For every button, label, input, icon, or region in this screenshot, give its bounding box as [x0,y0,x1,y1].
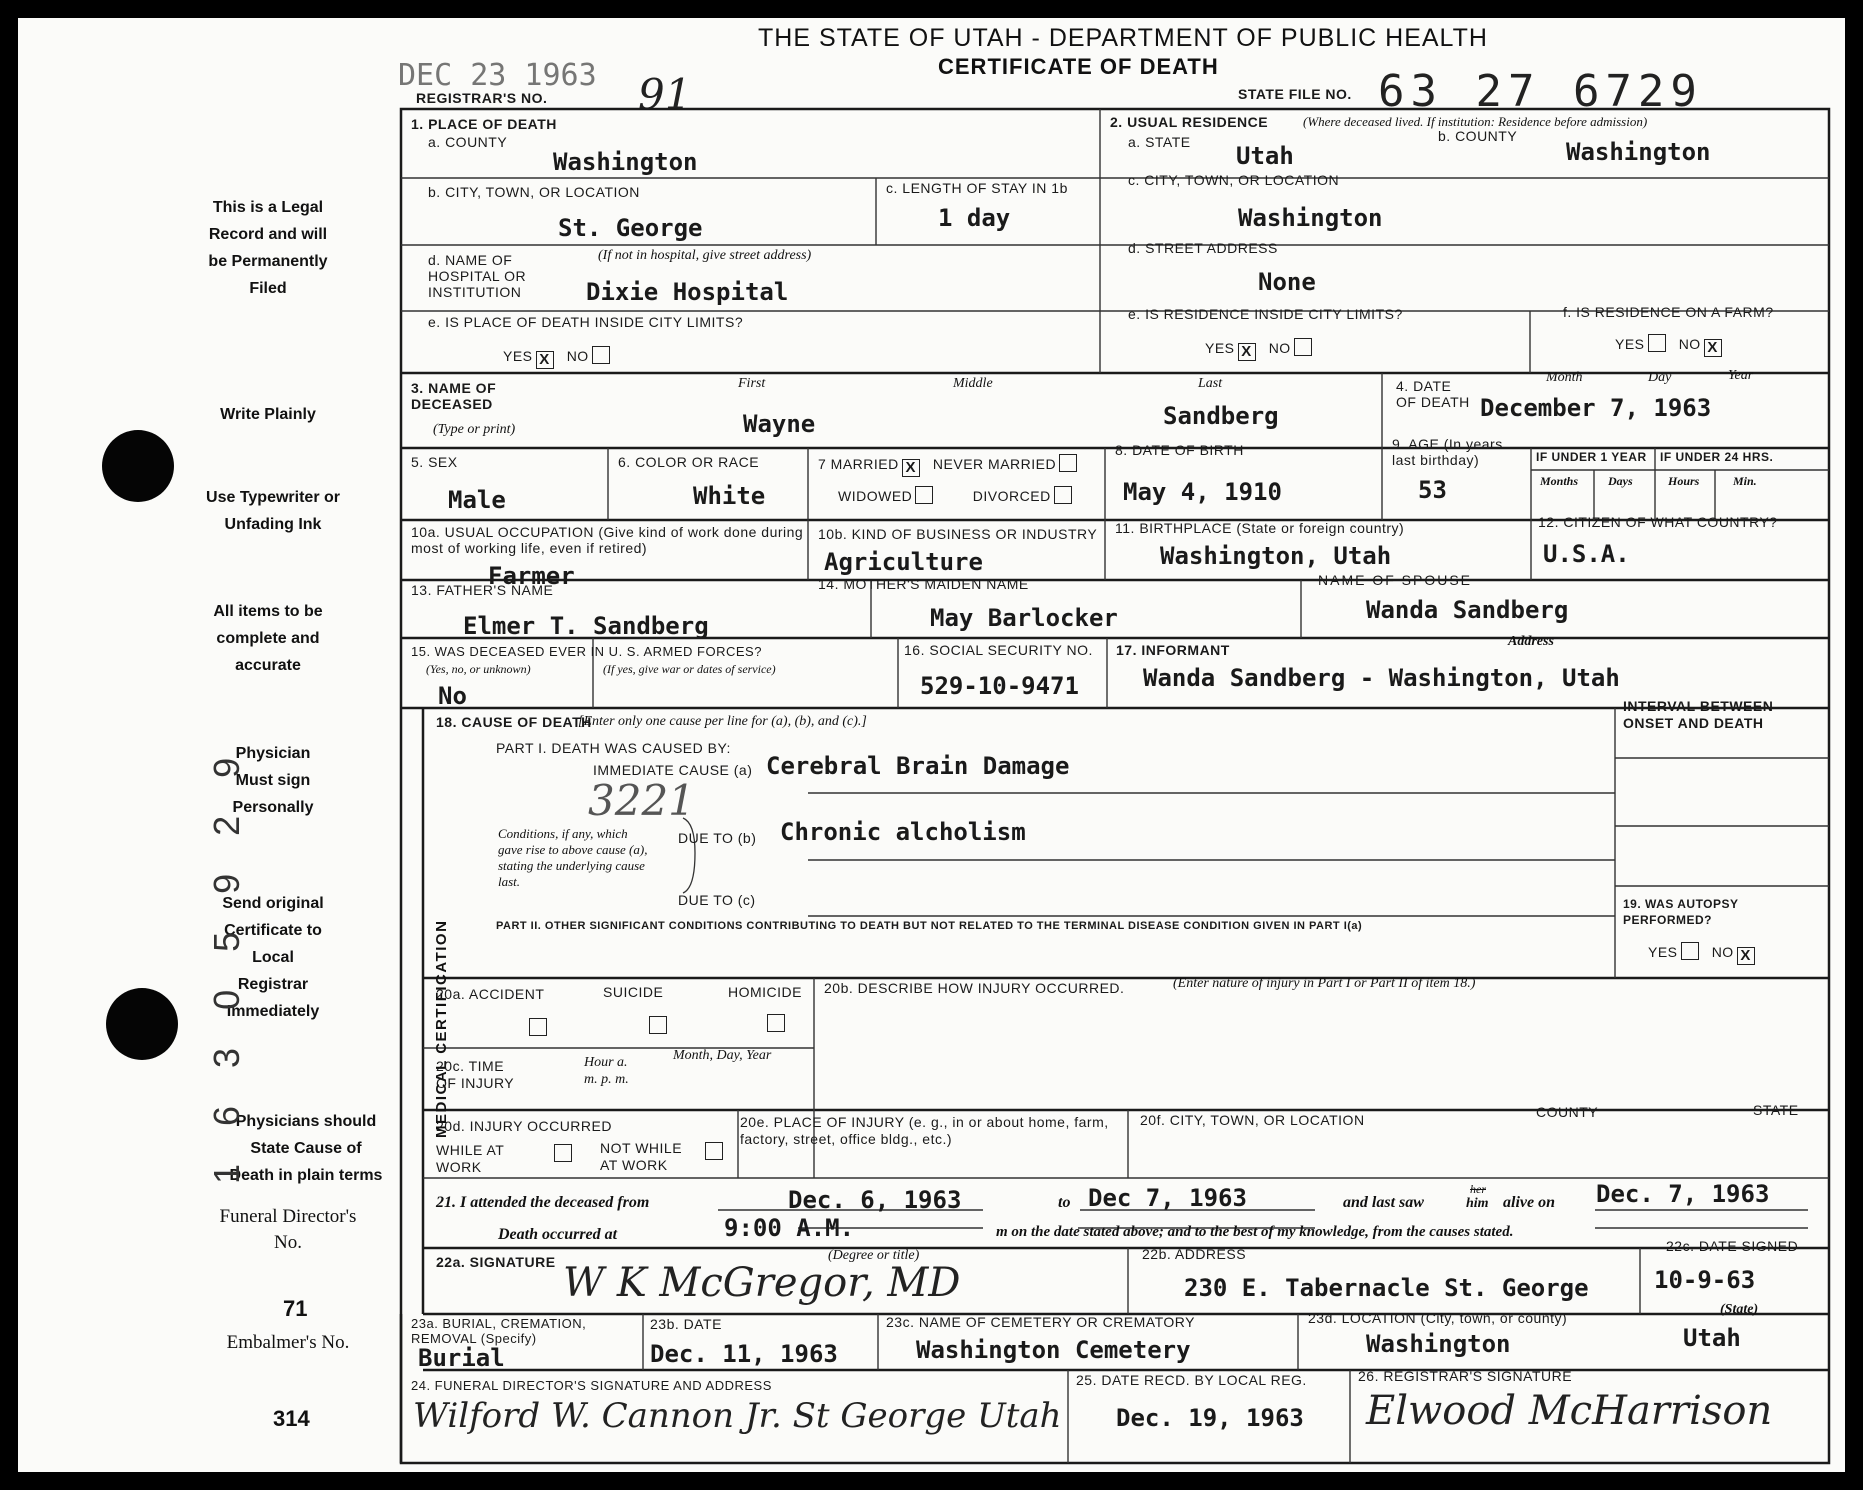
complete-note: All items to be complete and accurate [213,603,323,674]
homicide-label: HOMICIDE [728,984,802,1000]
res-county-value: Washington [1566,138,1711,166]
send-original-note: Send original Certificate to Local Registrar Immediately [222,895,324,1020]
day-label: Day [1648,370,1672,385]
mother-value: May Barlocker [930,604,1118,632]
ssn-value: 529-10-9471 [920,672,1079,700]
middle-label: Middle [953,376,993,391]
cause-a-value: Cerebral Brain Damage [766,752,1070,780]
county-value: Washington [553,148,698,176]
injury-county-label: COUNTY [1536,1104,1599,1120]
race-value: White [693,482,766,510]
him-label: him [1466,1196,1489,1211]
stay-label: c. LENGTH OF STAY IN 1b [886,180,1068,196]
accident-label: 20a. ACCIDENT [436,986,545,1002]
business-label: 10b. KIND OF BUSINESS OR INDUSTRY [818,526,1098,542]
hours-label: Hours [1668,474,1700,488]
homicide-checkbox[interactable] [767,1014,785,1032]
yes-checkbox[interactable]: X [1238,343,1256,361]
date-death-label: 4. DATE OF DEATH [1396,378,1470,410]
not-work-label: NOT WHILE AT WORK [600,1140,683,1173]
form-grid [18,18,1845,1472]
sex-label: 5. SEX [411,454,458,470]
write-plainly-note: Write Plainly [220,406,316,423]
no-checkbox[interactable]: X [1737,947,1755,965]
yes-checkbox[interactable]: X [536,351,554,369]
armed-forces-value: No [438,682,467,710]
due-to-b-label: DUE TO (b) [678,830,757,846]
armed-note-2: (If yes, give war or dates of service) [603,662,776,676]
date-death-value: December 7, 1963 [1480,394,1712,422]
yes-checkbox[interactable] [1648,334,1666,352]
death-certificate [18,18,1845,1472]
certificate-title: CERTIFICATE OF DEATH [938,54,1219,79]
dob-label: 8. DATE OF BIRTH [1115,442,1244,458]
no-checkbox[interactable] [592,346,610,364]
res-street-value: None [1258,268,1316,296]
place-injury-label: 20e. PLACE OF INJURY (e. g., in or about home, farm, factory, street, office bldg., etc.) [740,1114,1109,1147]
not-work-checkbox[interactable] [705,1142,723,1160]
to-label: to [1058,1194,1071,1211]
date-received-value: Dec. 19, 1963 [1116,1404,1304,1432]
date-signed-value: 10-9-63 [1654,1266,1756,1294]
hour-label: Hour a. m. p. m. [584,1055,629,1087]
divorced-checkbox[interactable] [1054,486,1072,504]
location-label: 23d. LOCATION (City, town, or county) [1308,1310,1568,1326]
burial-date-value: Dec. 11, 1963 [650,1340,838,1368]
attended-from-value: Dec. 6, 1963 [788,1186,962,1214]
funeral-director-label: Funeral Director's No. [219,1206,357,1253]
degree-label: (Degree or title) [828,1248,920,1263]
funeral-signature-label: 24. FUNERAL DIRECTOR'S SIGNATURE AND ADDRESS [411,1378,772,1393]
min-label: Min. [1733,474,1757,488]
occurred-tail: m on the date stated above; and to the best of my knowledge, from the causes stated. [996,1224,1514,1240]
inside-limits-checks: YES X NO [503,346,610,369]
part2-label: PART II. OTHER SIGNIFICANT CONDITIONS CONTRIBUTING TO DEATH BUT NOT RELATED TO THE TERMINAL DISEASE CONDITION GIVEN IN PART I(a) [496,920,1363,932]
suicide-label: SUICIDE [603,984,664,1000]
month-label: Month [1546,370,1583,385]
location-city-value: Washington [1366,1330,1511,1358]
medical-certification-label: MEDICAL CERTIFICATION [433,919,450,1138]
yes-checkbox[interactable] [1681,942,1699,960]
typewriter-note: Use Typewriter or Unfading Ink [206,489,340,533]
location-state-value: Utah [1683,1324,1741,1352]
funeral-director-number: 71 [283,1296,308,1321]
res-state-label: a. STATE [1128,134,1191,150]
legal-note: This is a Legal Record and will be Permanently Filed [208,199,328,297]
burial-value: Burial [418,1344,505,1372]
days-label: Days [1608,474,1633,488]
cause-terms-note: Physicians should State Cause of Death in plain terms [229,1113,383,1184]
injury-state-label: STATE [1753,1102,1799,1118]
citizen-label: 12. CITIZEN OF WHAT COUNTRY? [1538,514,1778,530]
last-label: Last [1198,376,1223,391]
hospital-note: (If not in hospital, give street address) [598,248,812,263]
informant-value: Wanda Sandberg - Washington, Utah [1143,664,1620,692]
mother-label: 14. MOTHER'S MAIDEN NAME [818,576,1029,592]
residence-note: (Where deceased lived. If institution: Residence before admission) [1303,114,1648,129]
father-label: 13. FATHER'S NAME [411,582,554,598]
dob-value: May 4, 1910 [1123,478,1282,506]
hospital-value: Dixie Hospital [586,278,789,306]
stamped-number: 1 6 3 0 5 9 2 9 [206,743,247,1184]
cause-b-value: Chronic alcholism [780,818,1026,846]
res-city-label: c. CITY, TOWN, OR LOCATION [1128,172,1340,188]
registrar-signature: Elwood McHarrison [1366,1388,1773,1434]
interval-label: INTERVAL BETWEEN ONSET AND DEATH [1623,698,1774,731]
last-saw-label: and last saw [1343,1194,1424,1211]
state-file-label: STATE FILE NO. [1238,86,1352,102]
res-county-label: b. COUNTY [1438,128,1518,144]
cemetery-label: 23c. NAME OF CEMETERY OR CREMATORY [886,1314,1195,1330]
father-value: Elmer T. Sandberg [463,612,709,640]
hospital-label: d. NAME OF HOSPITAL OR INSTITUTION [428,252,527,300]
conditions-label: Conditions, if any, which gave rise to above cause (a), stating the underlying cause last. [498,826,648,889]
spouse-value: Wanda Sandberg [1366,596,1569,624]
physician-sign-note: Physician Must sign Personally [232,745,314,816]
funeral-signature: Wilford W. Cannon Jr. St George Utah [413,1396,1062,1436]
under-1-label: IF UNDER 1 YEAR [1536,450,1647,464]
due-to-c-label: DUE TO (c) [678,892,756,908]
registrar-number: 91 [638,70,692,119]
immediate-cause-label: IMMEDIATE CAUSE (a) [593,762,753,778]
res-inside-checks: YES X NO [1205,338,1312,361]
months-label: Months [1540,474,1579,488]
injury-desc-label: 20b. DESCRIBE HOW INJURY OCCURRED. [824,980,1125,996]
res-farm-label: f. IS RESIDENCE ON A FARM? [1563,304,1774,320]
suicide-checkbox[interactable] [649,1016,667,1034]
agency-title: THE STATE OF UTAH - DEPARTMENT OF PUBLIC HEALTH [758,24,1488,52]
while-work-checkbox[interactable] [554,1144,572,1162]
state-file-number: 63 27 6729 [1378,66,1703,117]
autopsy-checks: YES NO X [1648,942,1755,965]
embalmer-label: Embalmer's No. [226,1332,350,1353]
embalmer-number: 314 [273,1406,310,1431]
occurred-time-value: 9:00 A.M. [724,1214,855,1242]
marital-checks-2: WIDOWED DIVORCED [838,486,1072,504]
accident-checkbox[interactable] [529,1018,547,1036]
res-state-value: Utah [1236,142,1294,170]
no-checkbox[interactable] [1294,338,1312,356]
county-label: a. COUNTY [428,134,508,150]
birthplace-value: Washington, Utah [1160,542,1392,570]
injury-desc-note: (Enter nature of injury in Part I or Part II of item 18.) [1173,976,1476,991]
cause-note: [Enter only one cause per line for (a), (b), and (c).] [578,714,867,729]
city-value: St. George [558,214,703,242]
citizen-value: U.S.A. [1543,540,1630,568]
first-label: First [738,376,766,391]
married-checkbox[interactable]: X [902,459,920,477]
address-label: Address [1508,634,1554,649]
her-label: her [1470,1182,1486,1196]
date-stamp: DEC 23 1963 [398,58,597,93]
burial-label: 23a. BURIAL, CREMATION, REMOVAL (Specify) [411,1316,587,1346]
stay-value: 1 day [938,204,1011,232]
ssn-label: 16. SOCIAL SECURITY NO. [904,642,1093,658]
under-24-label: IF UNDER 24 HRS. [1660,450,1774,464]
name-note: (Type or print) [433,422,516,437]
sex-value: Male [448,486,506,514]
occupation-label: 10a. USUAL OCCUPATION (Give kind of work done during most of working life, even if retired) [411,524,804,556]
cause-label: 18. CAUSE OF DEATH [436,714,592,730]
widowed-checkbox[interactable] [915,486,933,504]
cemetery-value: Washington Cemetery [916,1336,1191,1364]
no-checkbox[interactable]: X [1704,339,1722,357]
attended-to-value: Dec 7, 1963 [1088,1184,1247,1212]
alive-on-label: alive on [1503,1194,1555,1211]
mdy-label: Month, Day, Year [673,1048,772,1063]
place-of-death-label: 1. PLACE OF DEATH [411,116,557,132]
occurred-label: Death occurred at [498,1226,618,1243]
name-label: 3. NAME OF DECEASED [411,380,497,412]
physician-address-label: 22b. ADDRESS [1142,1246,1247,1262]
never-married-checkbox[interactable] [1059,454,1077,472]
time-injury-label: 20c. TIME OF INJURY [436,1058,515,1091]
age-label: 9. AGE (In years last birthday) [1392,436,1503,468]
physician-signature: W K McGregor, MD [563,1260,961,1306]
race-label: 6. COLOR OR RACE [618,454,760,470]
date-received-label: 25. DATE RECD. BY LOCAL REG. [1076,1372,1307,1388]
res-inside-label: e. IS RESIDENCE INSIDE CITY LIMITS? [1128,306,1403,322]
inside-limits-label: e. IS PLACE OF DEATH INSIDE CITY LIMITS? [428,314,744,330]
res-farm-checks: YES NO X [1615,334,1722,357]
business-value: Agriculture [824,548,983,576]
last-saw-value: Dec. 7, 1963 [1596,1180,1770,1208]
signature-label: 22a. SIGNATURE [436,1254,556,1270]
physician-address-value: 230 E. Tabernacle St. George [1184,1274,1589,1302]
city-label: b. CITY, TOWN, OR LOCATION [428,184,640,200]
year-label: Year [1728,368,1754,383]
birthplace-label: 11. BIRTHPLACE (State or foreign country) [1115,520,1405,536]
registrar-label: REGISTRAR'S NO. [416,90,548,106]
burial-date-label: 23b. DATE [650,1316,722,1332]
attended-label: 21. I attended the deceased from [436,1194,650,1211]
armed-forces-label: 15. WAS DECEASED EVER IN U. S. ARMED FORCES? [411,644,762,659]
injury-city-label: 20f. CITY, TOWN, OR LOCATION [1140,1112,1365,1128]
last-name-value: Sandberg [1163,402,1279,430]
injury-occurred-label: 20d. INJURY OCCURRED [436,1118,612,1134]
first-name-value: Wayne [743,410,816,438]
registrar-signature-label: 26. REGISTRAR'S SIGNATURE [1358,1368,1573,1384]
res-city-value: Washington [1238,204,1383,232]
date-signed-label: 22c. DATE SIGNED [1666,1238,1799,1254]
occupation-value: Farmer [488,562,575,590]
cause-code: 3221 [588,776,695,825]
age-value: 53 [1418,476,1447,504]
location-state-label: (State) [1720,1302,1759,1317]
part1-label: PART I. DEATH WAS CAUSED BY: [496,740,731,756]
res-street-label: d. STREET ADDRESS [1128,240,1278,256]
while-work-label: WHILE AT WORK [436,1142,505,1175]
spouse-label: NAME OF SPOUSE [1318,572,1473,588]
autopsy-label: 19. WAS AUTOPSY PERFORMED? [1623,897,1739,927]
residence-label: 2. USUAL RESIDENCE [1110,114,1269,130]
armed-note-1: (Yes, no, or unknown) [426,662,531,676]
informant-label: 17. INFORMANT [1116,642,1230,658]
marital-checks-1: 7 MARRIED X NEVER MARRIED [818,454,1077,477]
